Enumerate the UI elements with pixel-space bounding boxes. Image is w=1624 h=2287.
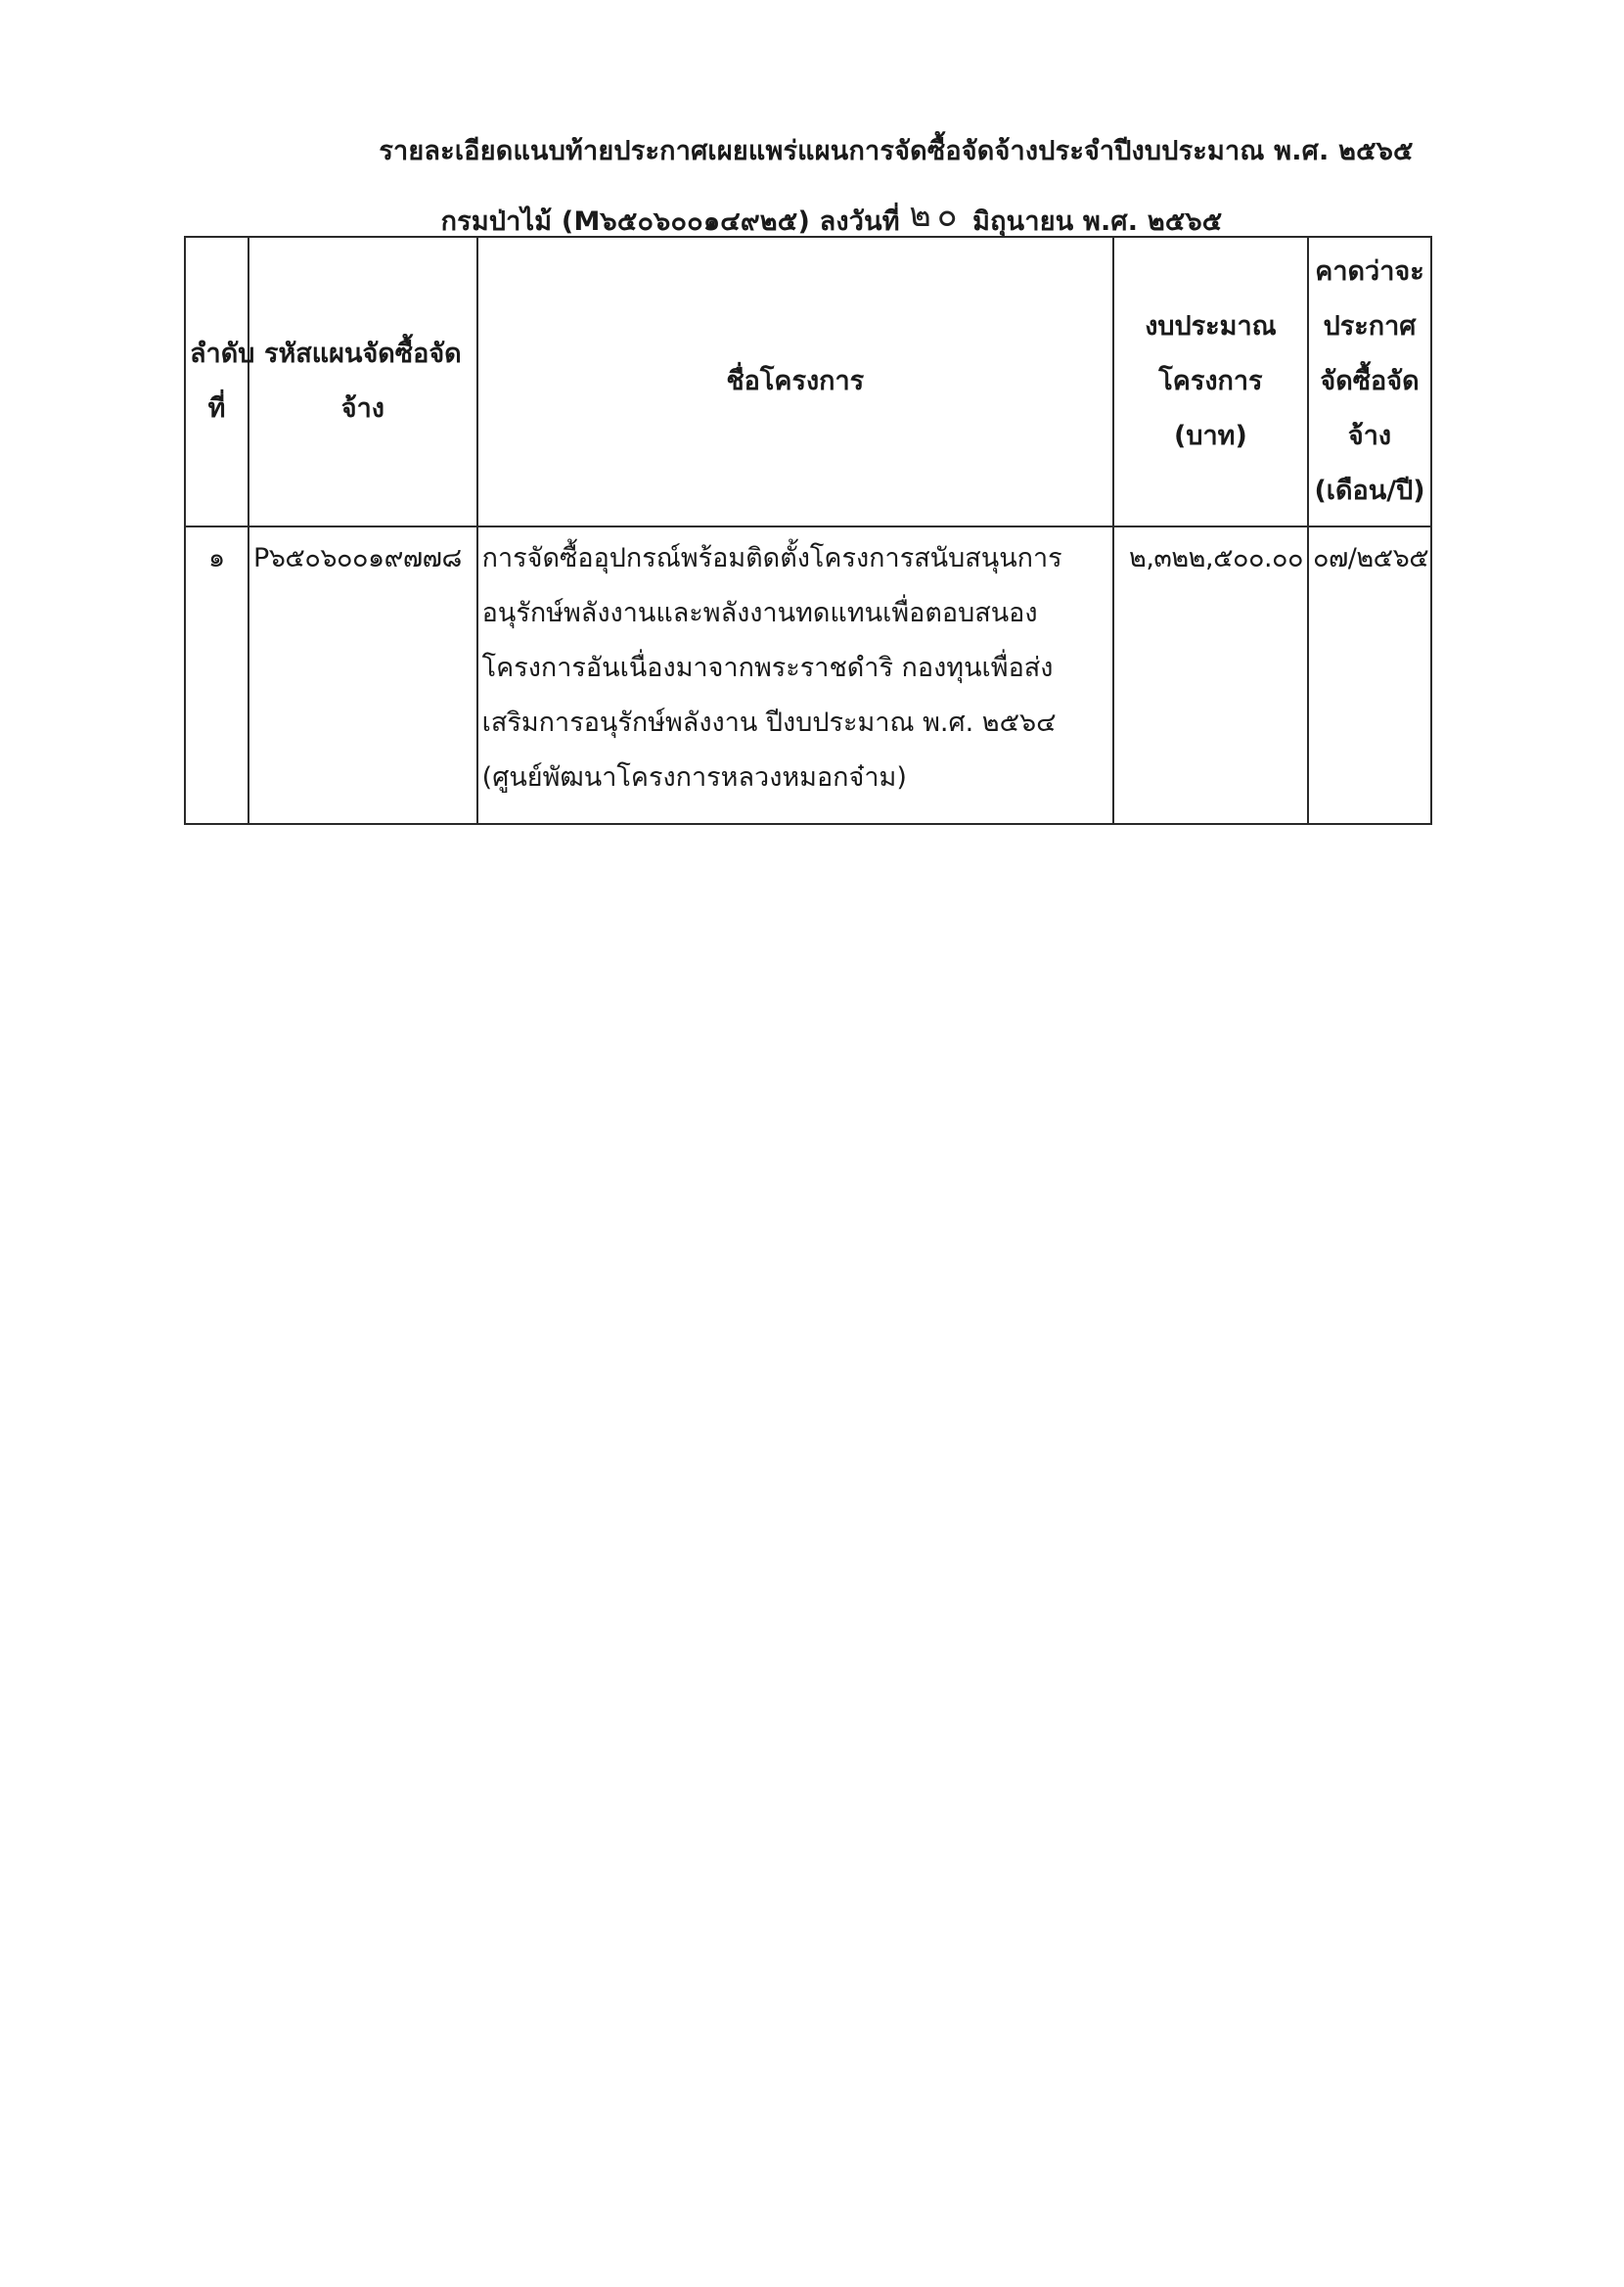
header-project-name: ชื่อโครงการ: [477, 237, 1113, 526]
header-expected-month: คาดว่าจะประกาศจัดซื้อจัดจ้าง (เดือน/ปี): [1308, 237, 1431, 526]
cell-plan-code: P๖๕๐๖๐๐๑๙๗๗๘: [248, 526, 477, 824]
header-budget: งบประมาณโครงการ (บาท): [1113, 237, 1308, 526]
cell-expected-month: ๐๗/๒๕๖๕: [1308, 526, 1431, 824]
table-header-row: [185, 237, 1431, 526]
header-plan-code: รหัสแผนจัดซื้อจัดจ้าง: [248, 237, 477, 526]
cell-budget: ๒,๓๒๒,๕๐๐.๐๐: [1113, 526, 1308, 824]
handwritten-day: ๒๐: [909, 196, 964, 235]
table-row: [185, 526, 1431, 824]
procurement-plan-table: [184, 236, 1432, 825]
document-title: [84, 129, 1624, 171]
title-line-2-prefix: กรมป่าไม้ (M๖๕๐๖๐๐๑๔๙๒๕) ลงวันที่: [440, 206, 900, 237]
header-seq: ลำดับที่: [185, 237, 248, 526]
title-line-1: รายละเอียดแนบท้ายประกาศเผยแพร่แผนการจัดซื้อจัดจ้างประจำปีงบประมาณ พ.ศ. ๒๕๖๕: [379, 136, 1414, 166]
cell-project-name: การจัดซื้ออุปกรณ์พร้อมติดตั้งโครงการสนับสนุนการอนุรักษ์พลังงานและพลังงานทดแทนเพื่อตอบสนองโครงการอันเนื่องมาจากพระราชดำริ กองทุนเพื่อส่งเสริมการอนุรักษ์พลังงาน ปีงบประมาณ พ.ศ. ๒๕๖๔ (ศูนย์พัฒนาโครงการหลวงหมอกจ๋าม): [477, 526, 1113, 824]
title-line-2-suffix: มิถุนายน พ.ศ. ๒๕๖๕: [972, 206, 1223, 237]
cell-seq: ๑: [185, 526, 248, 824]
